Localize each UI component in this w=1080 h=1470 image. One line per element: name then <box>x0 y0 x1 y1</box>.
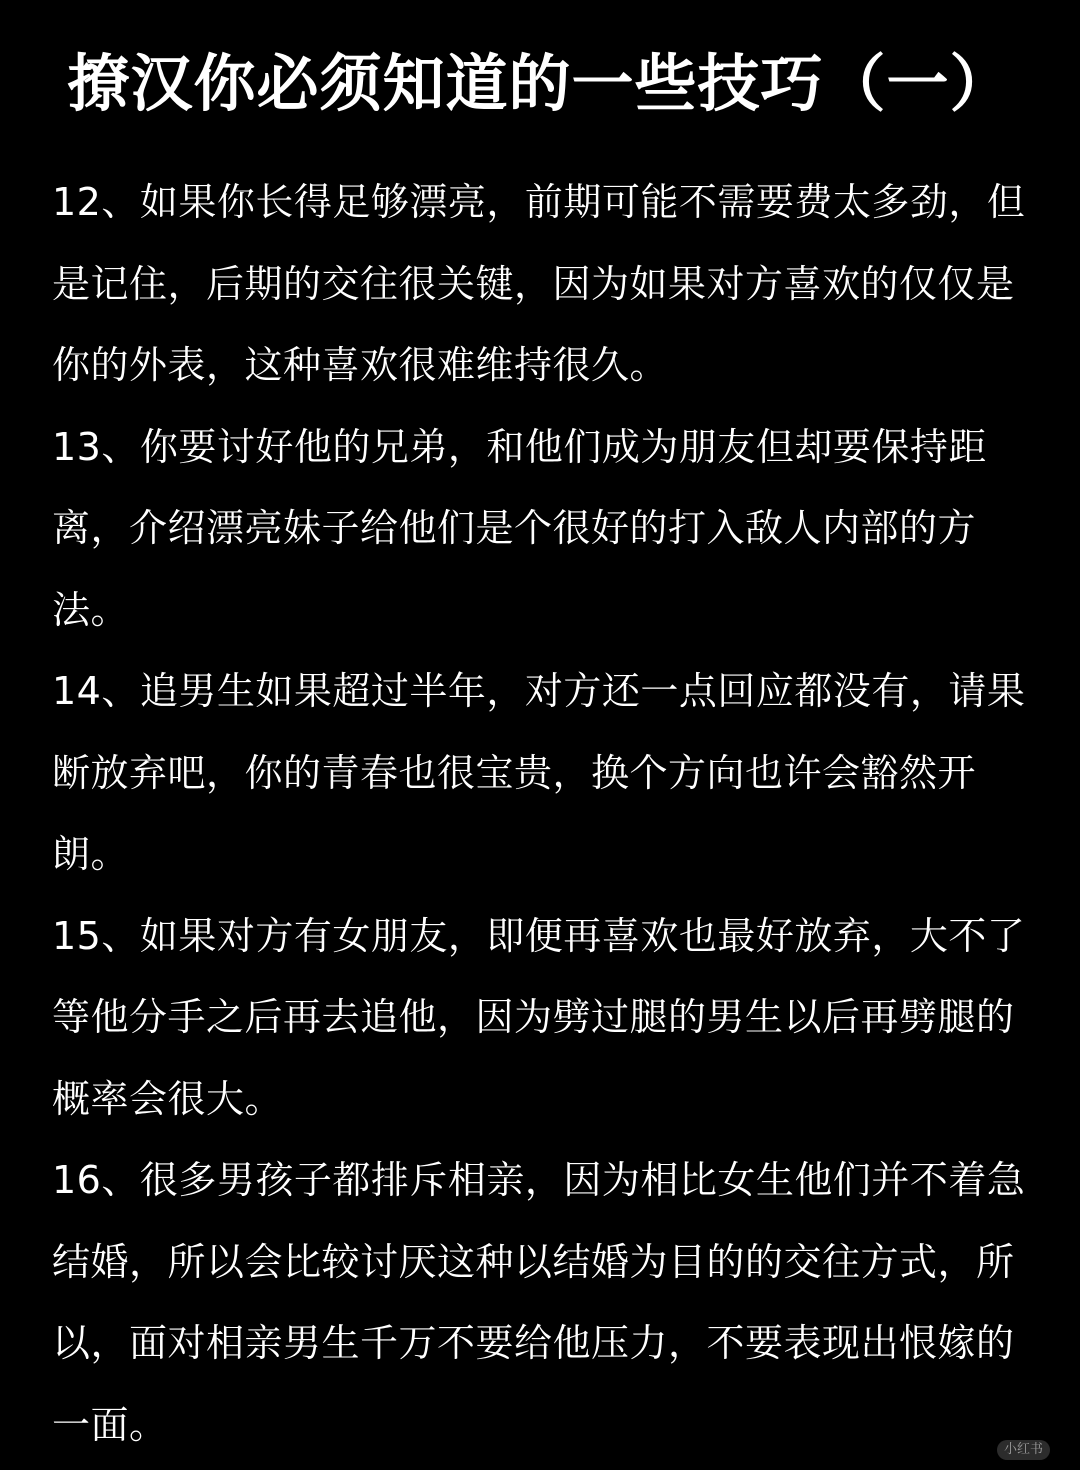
tip-12: 12、如果你长得足够漂亮，前期可能不需要费太多劲，但是记住，后期的交往很关键，因为如果对方喜欢的仅仅是你的外表，这种喜欢很难维持很久。 <box>52 180 1026 387</box>
tips-list <box>52 162 1042 1466</box>
tip-15: 15、如果对方有女朋友，即便再喜欢也最好放弃，大不了等他分手之后再去追他，因为劈过腿的男生以后再劈腿的概率会很大。 <box>52 913 1026 1121</box>
watermark-logo: 小红书 <box>997 1440 1050 1460</box>
tip-16: 16、很多男孩子都排斥相亲，因为相比女生他们并不着急结婚，所以会比较讨厌这种以结婚为目的的交往方式，所以，面对相亲男生千万不要给他压力，不要表现出恨嫁的一面。 <box>52 1158 1026 1447</box>
tip-13: 13、你要讨好他的兄弟，和他们成为朋友但却要保持距离，介绍漂亮妹子给他们是个很好的打入敌人内部的方法。 <box>52 424 987 632</box>
page-title: 撩汉你必须知道的一些技巧（一） <box>67 47 1013 120</box>
tip-14: 14、追男生如果超过半年，对方还一点回应都没有，请果断放弃吧，你的青春也很宝贵，换个方向也许会豁然开朗。 <box>52 669 1026 876</box>
